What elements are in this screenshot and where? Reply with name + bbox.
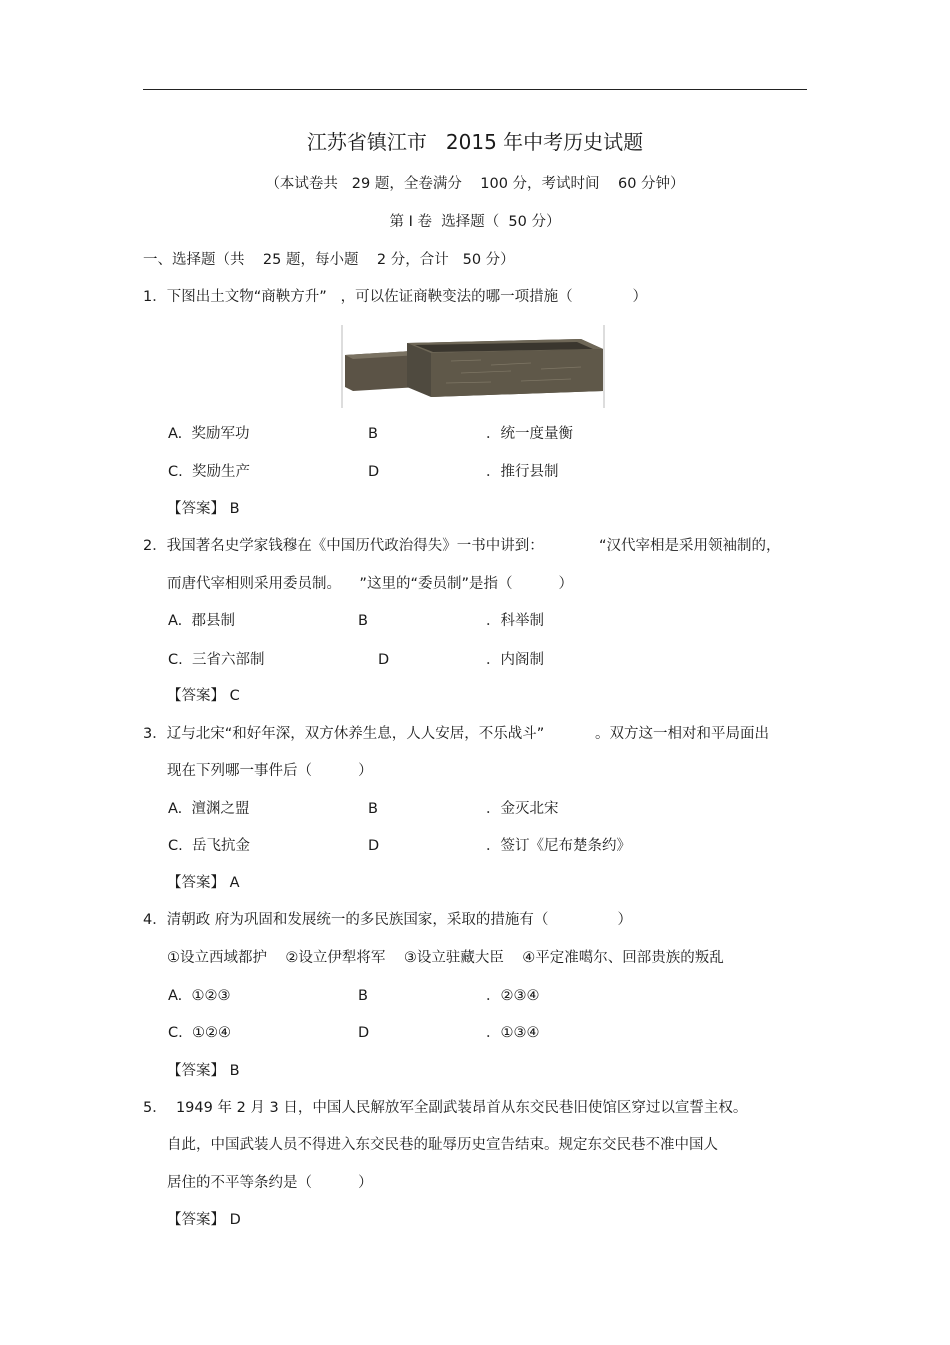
question-1-stem: 1．下图出土文物“商鞅方升” ，可以佐证商鞅变法的哪一项措施（ ） (143, 289, 647, 305)
exam-info: （本试卷共 29 题，全卷满分 100 分，考试时间 60 分钟） (265, 176, 685, 192)
q2-option-b-letter: B (358, 613, 368, 629)
q4-option-c: C. ①②④ (168, 1025, 231, 1041)
part-heading: 第 Ⅰ 卷 选择题（ 50 分） (389, 214, 561, 230)
q4-option-a: A. ①②③ (168, 988, 231, 1004)
q2-option-b-text: ．科举制 (486, 613, 544, 629)
q3-option-b-text: ．金灭北宋 (486, 801, 559, 817)
question-5-stem-line1: 5． 1949 年 2 月 3 日，中国人民解放军全副武装昂首从东交民巷旧使馆区穿过以宣誓主权。 (143, 1100, 748, 1116)
q3-option-d-text: ．签订《尼布楚条约》 (486, 838, 631, 854)
q2-option-d-text: ．内阁制 (486, 652, 544, 668)
q1-answer: 【答案】 B (167, 501, 240, 517)
q4-option-d-text: ．①③④ (486, 1025, 540, 1041)
question-3-stem-line1: 3．辽与北宋“和好年深，双方休养生息，人人安居，不乐战斗” 。双方这一相对和平局面出 (143, 726, 769, 742)
q1-option-a: A. 奖励军功 (168, 426, 250, 442)
shang-yang-fangsheng-image (341, 325, 605, 408)
q3-option-a: A. 澶渊之盟 (168, 801, 250, 817)
q3-option-d-letter: D (368, 838, 380, 854)
q2-option-a: A. 郡县制 (168, 613, 235, 629)
q3-option-b-letter: B (368, 801, 378, 817)
q1-option-d-letter: D (368, 464, 380, 480)
q2-option-c: C. 三省六部制 (168, 652, 265, 668)
q3-answer: 【答案】 A (167, 875, 240, 891)
q5-answer: 【答案】 D (167, 1212, 241, 1228)
q1-option-b-letter: B (368, 426, 378, 442)
question-4-stem: 4．清朝政 府为巩固和发展统一的多民族国家，采取的措施有（ ） (143, 912, 632, 928)
question-3-stem-line2: 现在下列哪一事件后（ ） (167, 763, 373, 779)
q4-option-b-letter: B (358, 988, 368, 1004)
q1-option-d-text: ．推行县制 (486, 464, 559, 480)
q4-option-d-letter: D (358, 1025, 370, 1041)
q2-answer: 【答案】 C (167, 688, 240, 704)
section-heading: 一、选择题（共 25 题，每小题 2 分，合计 50 分） (143, 252, 515, 268)
question-2-stem-line2: 而唐代宰相则采用委员制。 ”这里的“委员制”是指（ ） (167, 576, 574, 592)
page-title: 江苏省镇江市 2015 年中考历史试题 (306, 130, 644, 154)
q3-option-c: C. 岳飞抗金 (168, 838, 250, 854)
question-5-stem-line3: 居住的不平等条约是（ ） (167, 1175, 373, 1191)
question-2-stem-line1: 2．我国著名史学家钱穆在《中国历代政治得失》一书中讲到： “汉代宰相是采用领袖制的， (143, 538, 781, 554)
question-5-stem-line2: 自此，中国武装人员不得进入东交民巷的耻辱历史宣告结束。规定东交民巷不准中国人 (167, 1137, 718, 1153)
q4-option-b-text: ．②③④ (486, 988, 540, 1004)
top-rule (143, 89, 807, 90)
q2-option-d-letter: D (378, 652, 390, 668)
q4-answer: 【答案】 B (167, 1063, 240, 1079)
q1-option-c: C. 奖励生产 (168, 464, 250, 480)
question-4-items: ①设立西域都护 ②设立伊犁将军 ③设立驻藏大臣 ④平定准噶尔、回部贵族的叛乱 (167, 950, 724, 966)
q1-option-b-text: ．统一度量衡 (486, 426, 573, 442)
